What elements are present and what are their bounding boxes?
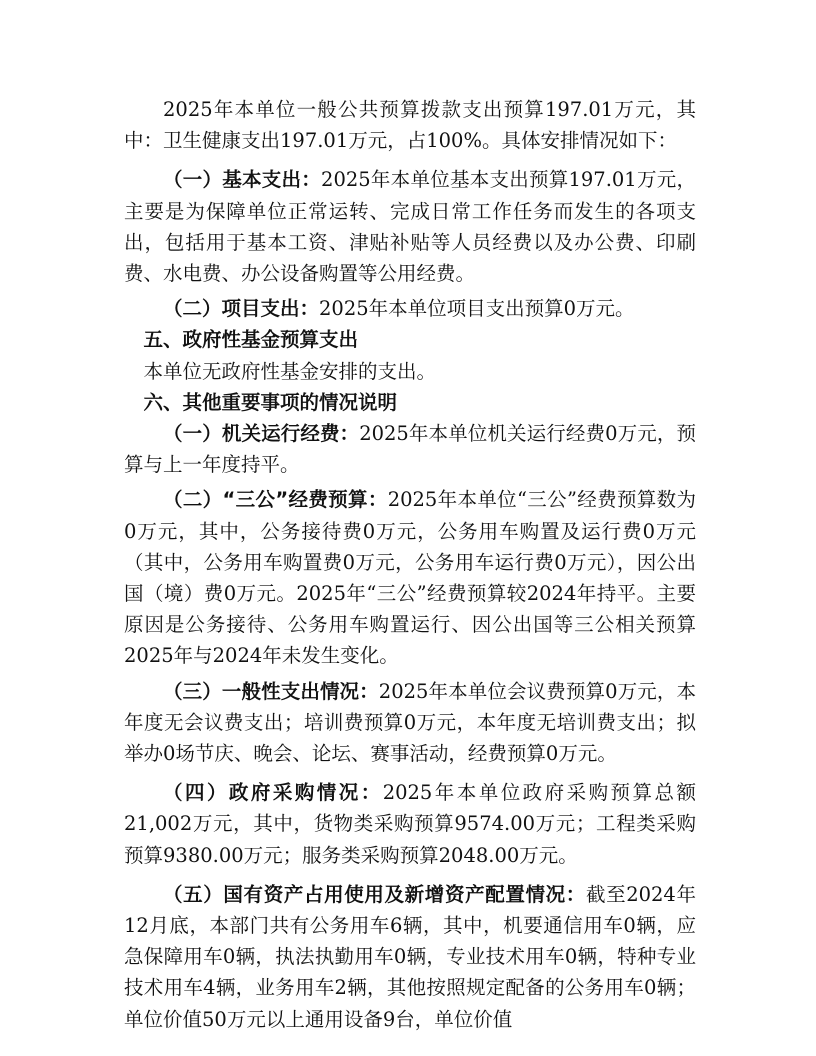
procurement-text: 2025年本单位政府采购预算总额21,002万元，其中，货物类采购预算9574.00万元；工程类采购预算9380.00万元；服务类采购预算2048.00万元。 [124, 781, 696, 867]
general-expense-paragraph [124, 676, 696, 770]
intro-paragraph [124, 94, 696, 156]
project-expenditure-text: 2025年本单位项目支出预算0万元。 [319, 297, 635, 321]
intro-text: 2025年本单位一般公共预算拨款支出预算197.01万元，其中：卫生健康支出197.01万元，占100%。具体安排情况如下： [124, 98, 696, 153]
section5-text: 本单位无政府性基金安排的支出。 [143, 359, 437, 383]
assets-paragraph [124, 879, 696, 1035]
basic-expenditure-lead: （一）基本支出： [163, 168, 322, 192]
general-expense-lead: （三）一般性支出情况： [163, 679, 379, 703]
basic-expenditure-text: 2025年本单位基本支出预算197.01万元，主要是为保障单位正常运转、完成日常工作任务而发生的各项支出，包括用于基本工资、津贴补贴等人员经费以及办公费、印刷费、水电费、办公设备购置等公用经费。 [124, 168, 696, 286]
sangong-lead: （二）“三公”经费预算： [163, 488, 388, 512]
procurement-lead: （四）政府采购情况： [163, 781, 383, 805]
section5-heading: 五、政府性基金预算支出 [143, 328, 359, 352]
section6-heading: 六、其他重要事项的情况说明 [143, 390, 398, 414]
procurement-paragraph [124, 777, 696, 871]
org-expense-text: 2025年本单位机关运行经费0万元，预算与上一年度持平。 [124, 422, 696, 477]
general-expense-text: 2025年本单位会议费预算0万元，本年度无会议费支出；培训费预算0万元，本年度无培训费支出；拟举办0场节庆、晚会、论坛、赛事活动，经费预算0万元。 [124, 679, 696, 766]
document-page [124, 94, 696, 1035]
basic-expenditure-paragraph [124, 164, 696, 289]
org-expense-paragraph [124, 418, 696, 480]
sangong-paragraph [124, 484, 696, 671]
project-expenditure-lead: （二）项目支出： [163, 297, 320, 321]
project-expenditure-paragraph [124, 293, 696, 324]
org-expense-lead: （一）机关运行经费： [163, 422, 360, 446]
sangong-text: 2025年本单位“三公”经费预算数为0万元，其中，公务接待费0万元，公务用车购置及运行费0万元（其中，公务用车购置费0万元，公务用车运行费0万元），因公出国（境）费0万元。2025年“三公”经费预算较2024年持平。主要原因是公务接待、公务用车购置运行、因公出国等三公相关预算2025年与2024年未发生变化。 [124, 488, 696, 668]
assets-lead: （五）国有资产占用使用及新增资产配置情况： [163, 882, 586, 906]
assets-text: 截至2024年12月底，本部门共有公务用车6辆，其中，机要通信用车0辆，应急保障用车0辆，执法执勤用车0辆，专业技术用车0辆，特种专业技术用车4辆，业务用车2辆，其他按照规定配备的公务用车0辆；单位价值50万元以上通用设备9台，单位价值 [124, 882, 696, 1031]
section5-paragraph [124, 356, 696, 387]
